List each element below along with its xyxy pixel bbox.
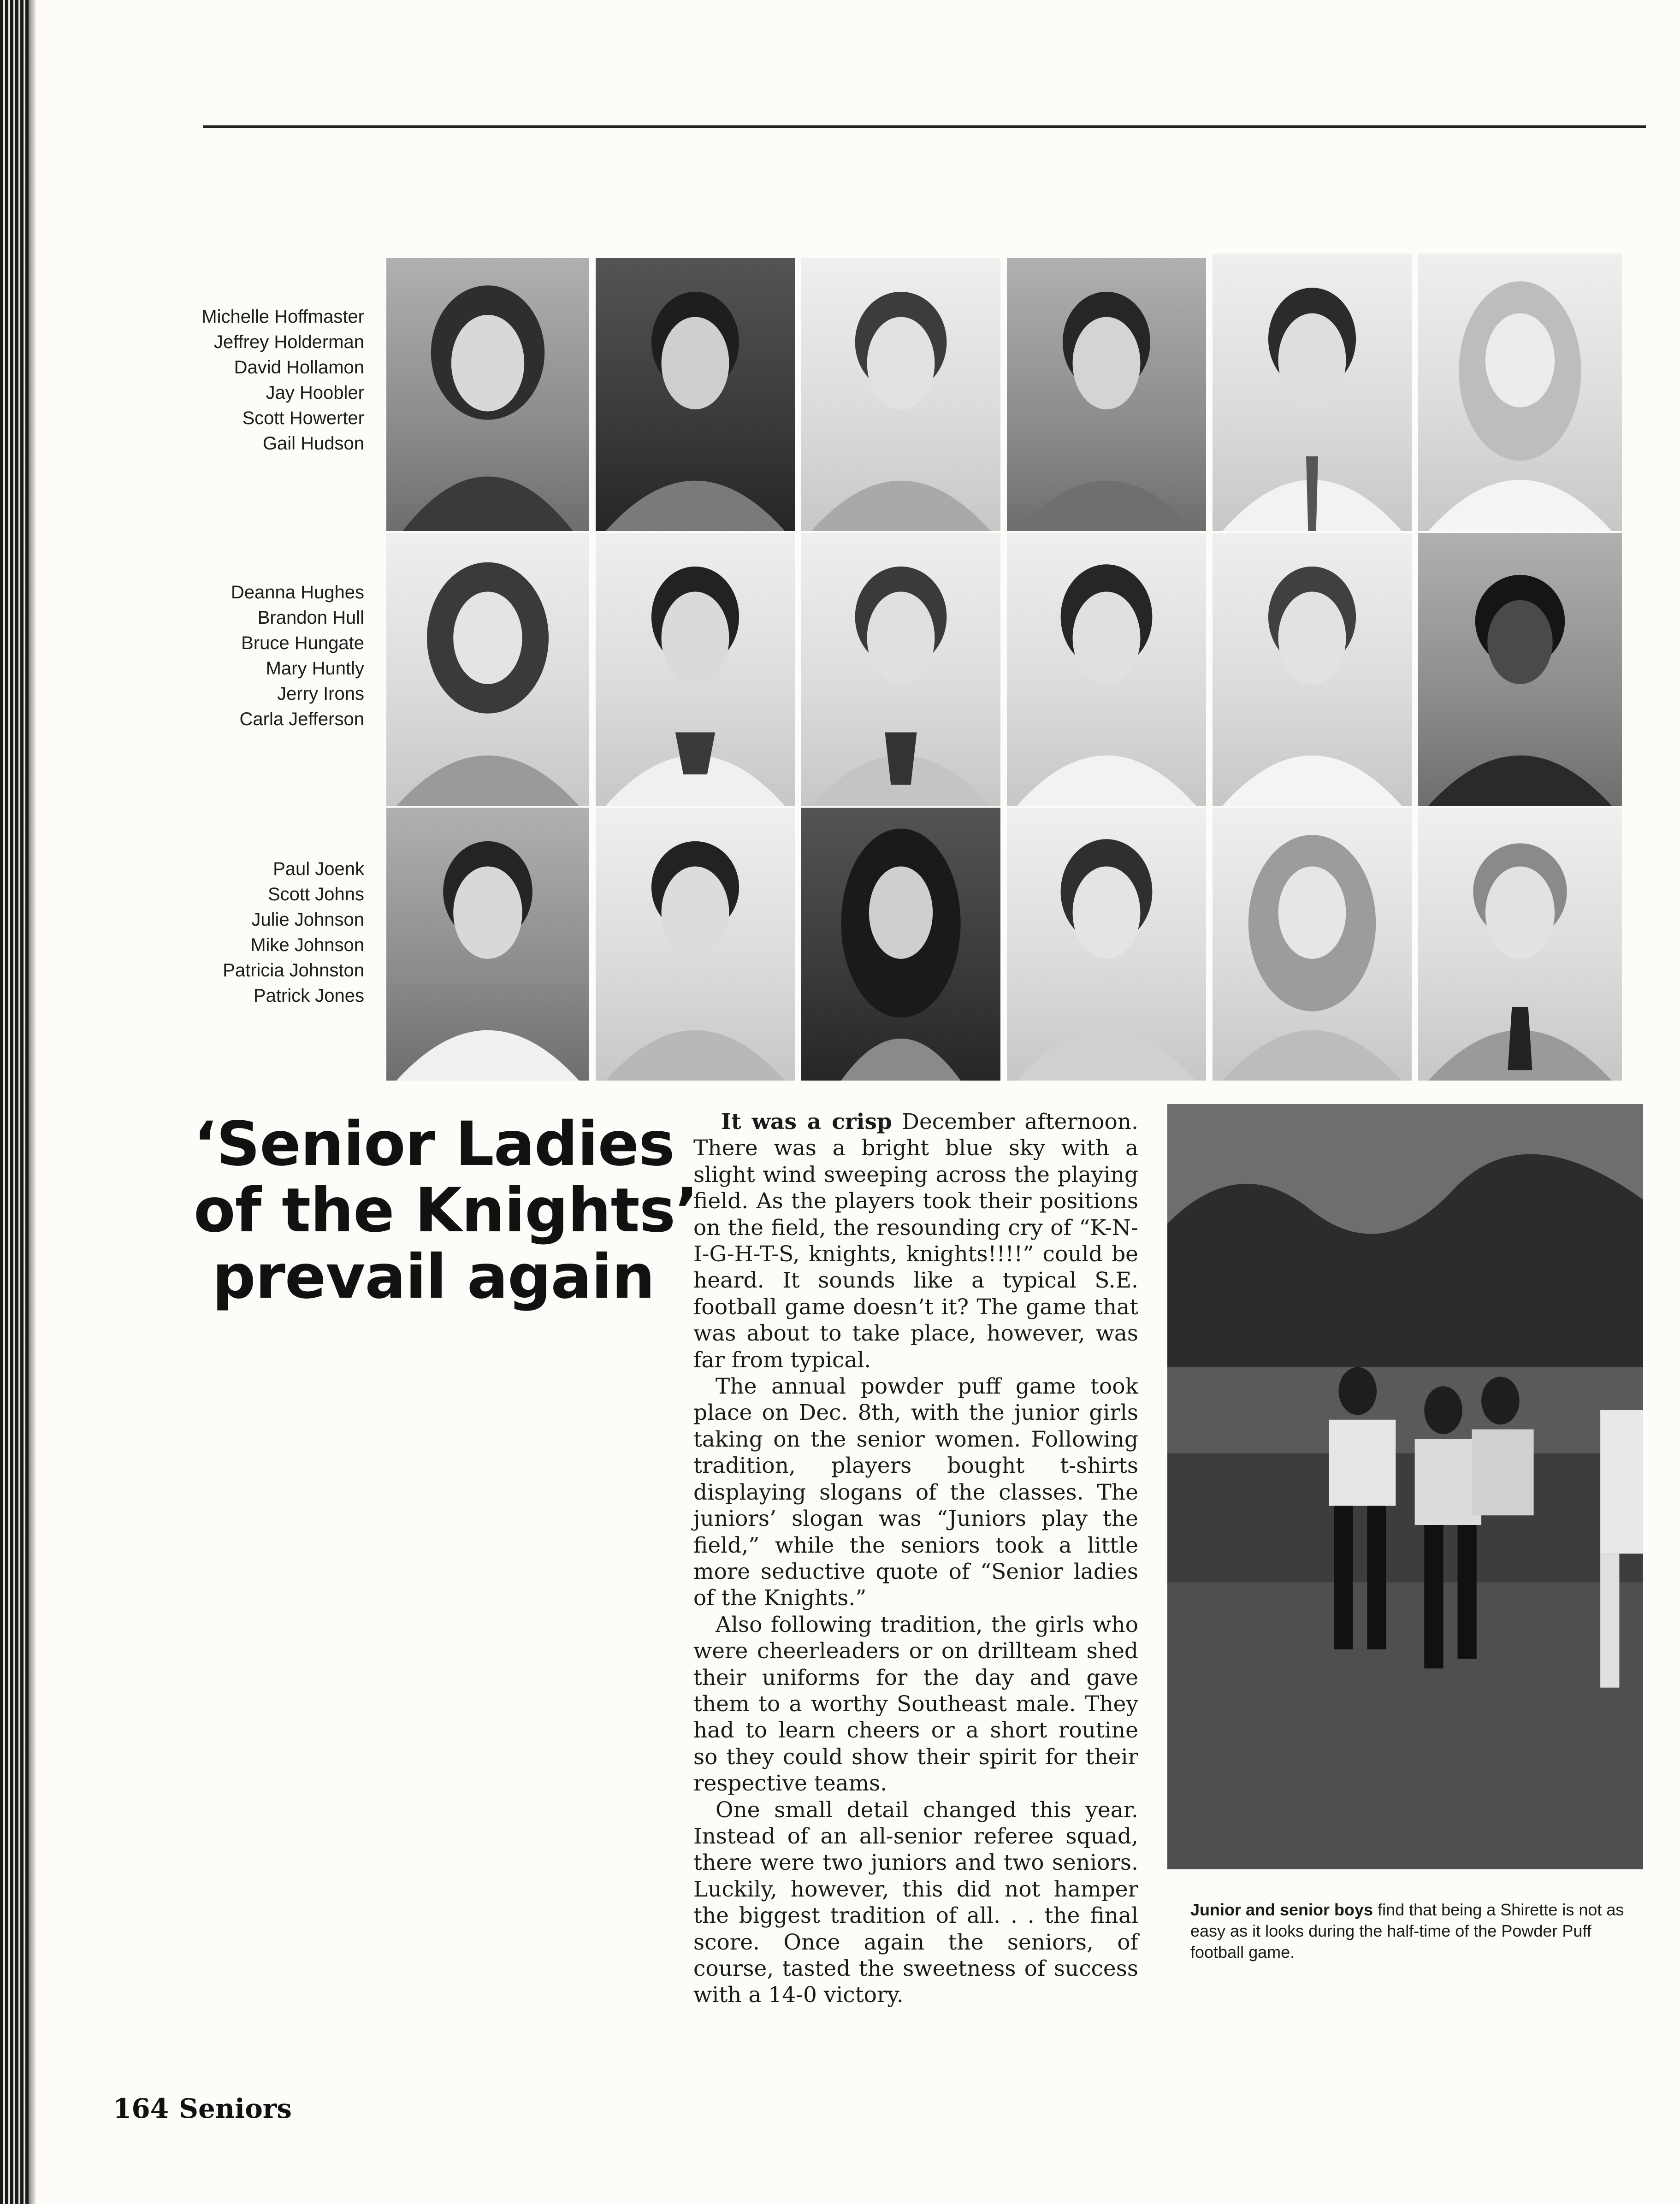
portrait-photo (386, 258, 589, 531)
portrait-grid (386, 258, 1622, 1088)
student-name: Jerry Irons (277, 684, 364, 704)
portrait-photo (801, 808, 1000, 1081)
article-paragraph-text: December afternoon. There was a bright blue sky with a slight wind sweeping across the playing field. As the players took their positions on the field, the resounding cry of “K-N-I-G-H-T-S, knights, knights!!!!” could be heard. It sounds like a typical S.E. football game doesn’t it? The game that was about to take place, however, was far from typical. (693, 1109, 1139, 1373)
portrait-photo (801, 533, 1000, 806)
student-name: David Hollamon (234, 357, 364, 378)
headline-line: prevail again (212, 1241, 655, 1312)
student-name: Jeffrey Holderman (213, 332, 364, 352)
page-number: 164 (113, 2093, 169, 2124)
caption-lead: Junior and senior boys (1190, 1900, 1373, 1919)
student-name: Deanna Hughes (231, 582, 364, 603)
portrait-photo (596, 808, 795, 1081)
student-name: Mary Huntly (266, 658, 364, 679)
portrait-photo (1418, 533, 1622, 806)
article-body (693, 1109, 1138, 2009)
student-name: Gail Hudson (262, 433, 364, 454)
article-lead-in: It was a crisp (721, 1109, 892, 1134)
article-paragraph (693, 1109, 1138, 1373)
portrait-photo (1213, 808, 1412, 1081)
portrait-photo (1418, 808, 1622, 1081)
portrait-photo (1007, 533, 1206, 806)
portrait-photo (1418, 254, 1622, 531)
student-name: Scott Johns (267, 884, 364, 904)
names-row-2 (134, 580, 364, 732)
caption-text: find that being a Shirette is not as easy as it looks during the half-time of the Powder Puff football game. (1190, 1900, 1624, 1962)
photo-caption (1190, 1899, 1638, 1963)
student-name: Mike Johnson (250, 935, 364, 955)
headline-line: ‘Senior Ladies (194, 1109, 674, 1180)
top-rule (203, 125, 1646, 128)
portrait-photo (1213, 533, 1412, 806)
book-binding (0, 0, 29, 2204)
article-paragraph: One small detail changed this year. Instead of an all-senior referee squad, there were two juniors and two seniors. Luckily, however, this did not hamper the biggest tradition of all. . . the final score. Once again the seniors, of course, tasted the sweetness of success with a 14-0 victory. (693, 1797, 1138, 2008)
portrait-photo (596, 533, 795, 806)
portrait-photo (801, 258, 1000, 531)
article-paragraph: The annual powder puff game took place on Dec. 8th, with the junior girls taking on the senior women. Following tradition, players bought t-shirts displaying slogans of the classes. The juniors’ slogan was “Juniors play the field,” while the seniors took a little more seductive quote of “Senior ladies of the Knights.” (693, 1374, 1138, 1611)
section-name: Seniors (179, 2093, 292, 2124)
student-name: Bruce Hungate (241, 633, 364, 653)
binding-shadow (29, 0, 36, 2204)
student-name: Patrick Jones (253, 986, 364, 1006)
portrait-photo (386, 533, 589, 806)
powder-puff-photo (1167, 1104, 1643, 1869)
names-row-3 (134, 857, 364, 1009)
student-name: Scott Howerter (242, 408, 364, 428)
portrait-photo (1007, 808, 1206, 1081)
student-name: Brandon Hull (257, 608, 364, 628)
portrait-photo (386, 808, 589, 1081)
portrait-photo (596, 258, 795, 531)
portrait-photo (1007, 258, 1206, 531)
portrait-photo (1213, 254, 1412, 531)
page-folio (113, 2093, 292, 2124)
student-name: Jay Hoobler (266, 383, 364, 403)
article-paragraph: Also following tradition, the girls who were cheerleaders or on drillteam shed their uniforms for the day and gave them to a worthy Southeast male. They had to learn cheers or a short routine so they could show their spirit for their respective teams. (693, 1612, 1138, 1796)
student-name: Michelle Hoffmaster (201, 307, 364, 327)
headline-line: of the Knights’ (194, 1175, 698, 1246)
student-name: Carla Jefferson (239, 709, 364, 729)
article-headline (194, 1109, 698, 1312)
student-name: Julie Johnson (251, 910, 364, 930)
student-name: Paul Joenk (273, 859, 364, 879)
names-row-1 (134, 304, 364, 456)
student-name: Patricia Johnston (223, 960, 364, 981)
